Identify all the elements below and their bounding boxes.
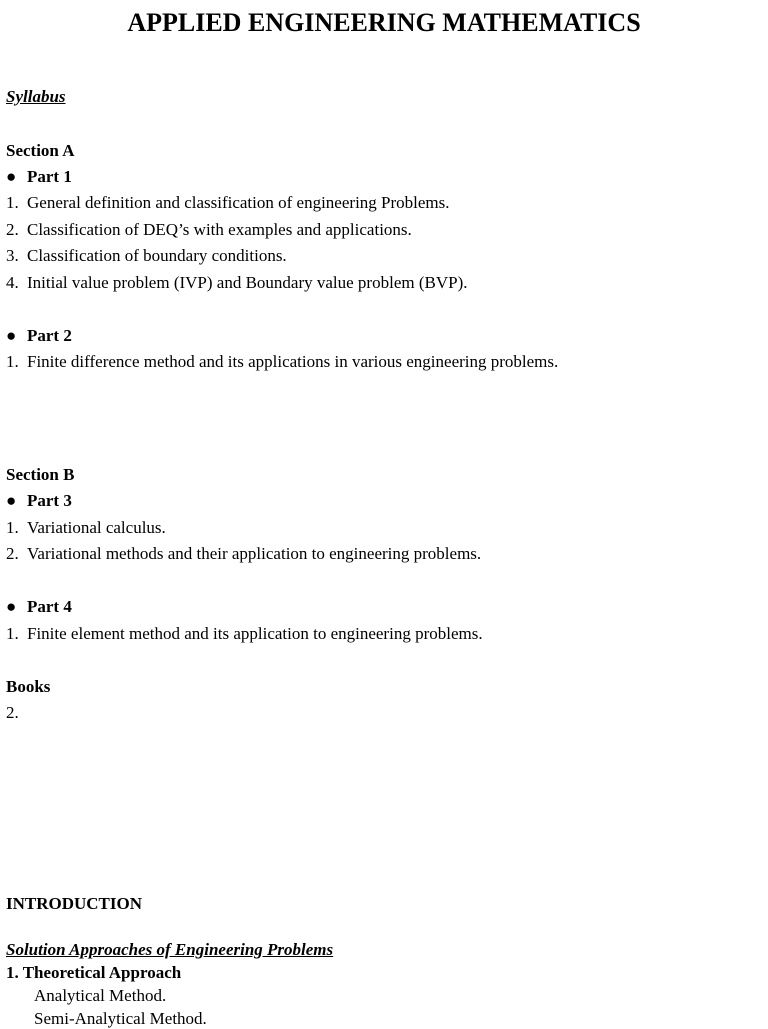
item-text: Variational methods and their application to engineering problems.: [27, 544, 482, 563]
item-text: Classification of DEQ’s with examples and applications.: [27, 220, 412, 239]
part-label: Part 2: [27, 326, 72, 345]
syllabus-heading: Syllabus: [6, 87, 66, 106]
item-number: 2.: [6, 544, 19, 563]
method-item: Analytical Method.: [34, 986, 167, 1005]
item-number: 2.: [6, 220, 19, 239]
part-label: Part 4: [27, 597, 72, 616]
list-item: [6, 518, 166, 538]
list-item: [6, 193, 450, 213]
item-number: 1.: [6, 193, 19, 212]
item-text: Finite difference method and its applications in various engineering problems.: [27, 352, 559, 371]
list-item: [6, 246, 287, 266]
item-number: 4.: [6, 273, 19, 292]
bullet-icon: ●: [6, 167, 17, 186]
method-item: Semi-Analytical Method.: [34, 1009, 207, 1028]
bullet-icon: ●: [6, 597, 17, 616]
item-text: Finite element method and its application to engineering problems.: [27, 624, 483, 643]
item-text: Classification of boundary conditions.: [27, 246, 287, 265]
list-item: [6, 352, 558, 372]
item-number: 2.: [6, 703, 19, 722]
part-label: Part 3: [27, 491, 72, 510]
books-heading: Books: [6, 677, 51, 696]
list-item: [6, 624, 483, 644]
item-number: 3.: [6, 246, 19, 265]
part-1-heading: [6, 167, 72, 187]
bullet-icon: ●: [6, 491, 17, 510]
item-text: General definition and classification of engineering Problems.: [27, 193, 450, 212]
item-number: 1.: [6, 518, 19, 537]
part-label: Part 1: [27, 167, 72, 186]
item-number: 1.: [6, 352, 19, 371]
list-item: [6, 273, 467, 293]
item-text: Initial value problem (IVP) and Boundary value problem (BVP).: [27, 273, 468, 292]
part-3-heading: [6, 491, 72, 511]
theoretical-approach-heading: 1. Theoretical Approach: [6, 963, 182, 982]
item-number: 1.: [6, 624, 19, 643]
solution-approaches-heading: Solution Approaches of Engineering Problems: [6, 940, 334, 959]
bullet-icon: ●: [6, 326, 17, 345]
introduction-heading: INTRODUCTION: [6, 894, 143, 913]
list-item: [6, 220, 412, 240]
list-item: [6, 544, 481, 564]
part-4-heading: [6, 597, 72, 617]
section-a-heading: Section A: [6, 141, 75, 160]
section-b-heading: Section B: [6, 465, 75, 484]
document-title: APPLIED ENGINEERING MATHEMATICS: [127, 8, 641, 37]
part-2-heading: [6, 326, 72, 346]
list-item: [6, 703, 27, 723]
item-text: Variational calculus.: [27, 518, 166, 537]
